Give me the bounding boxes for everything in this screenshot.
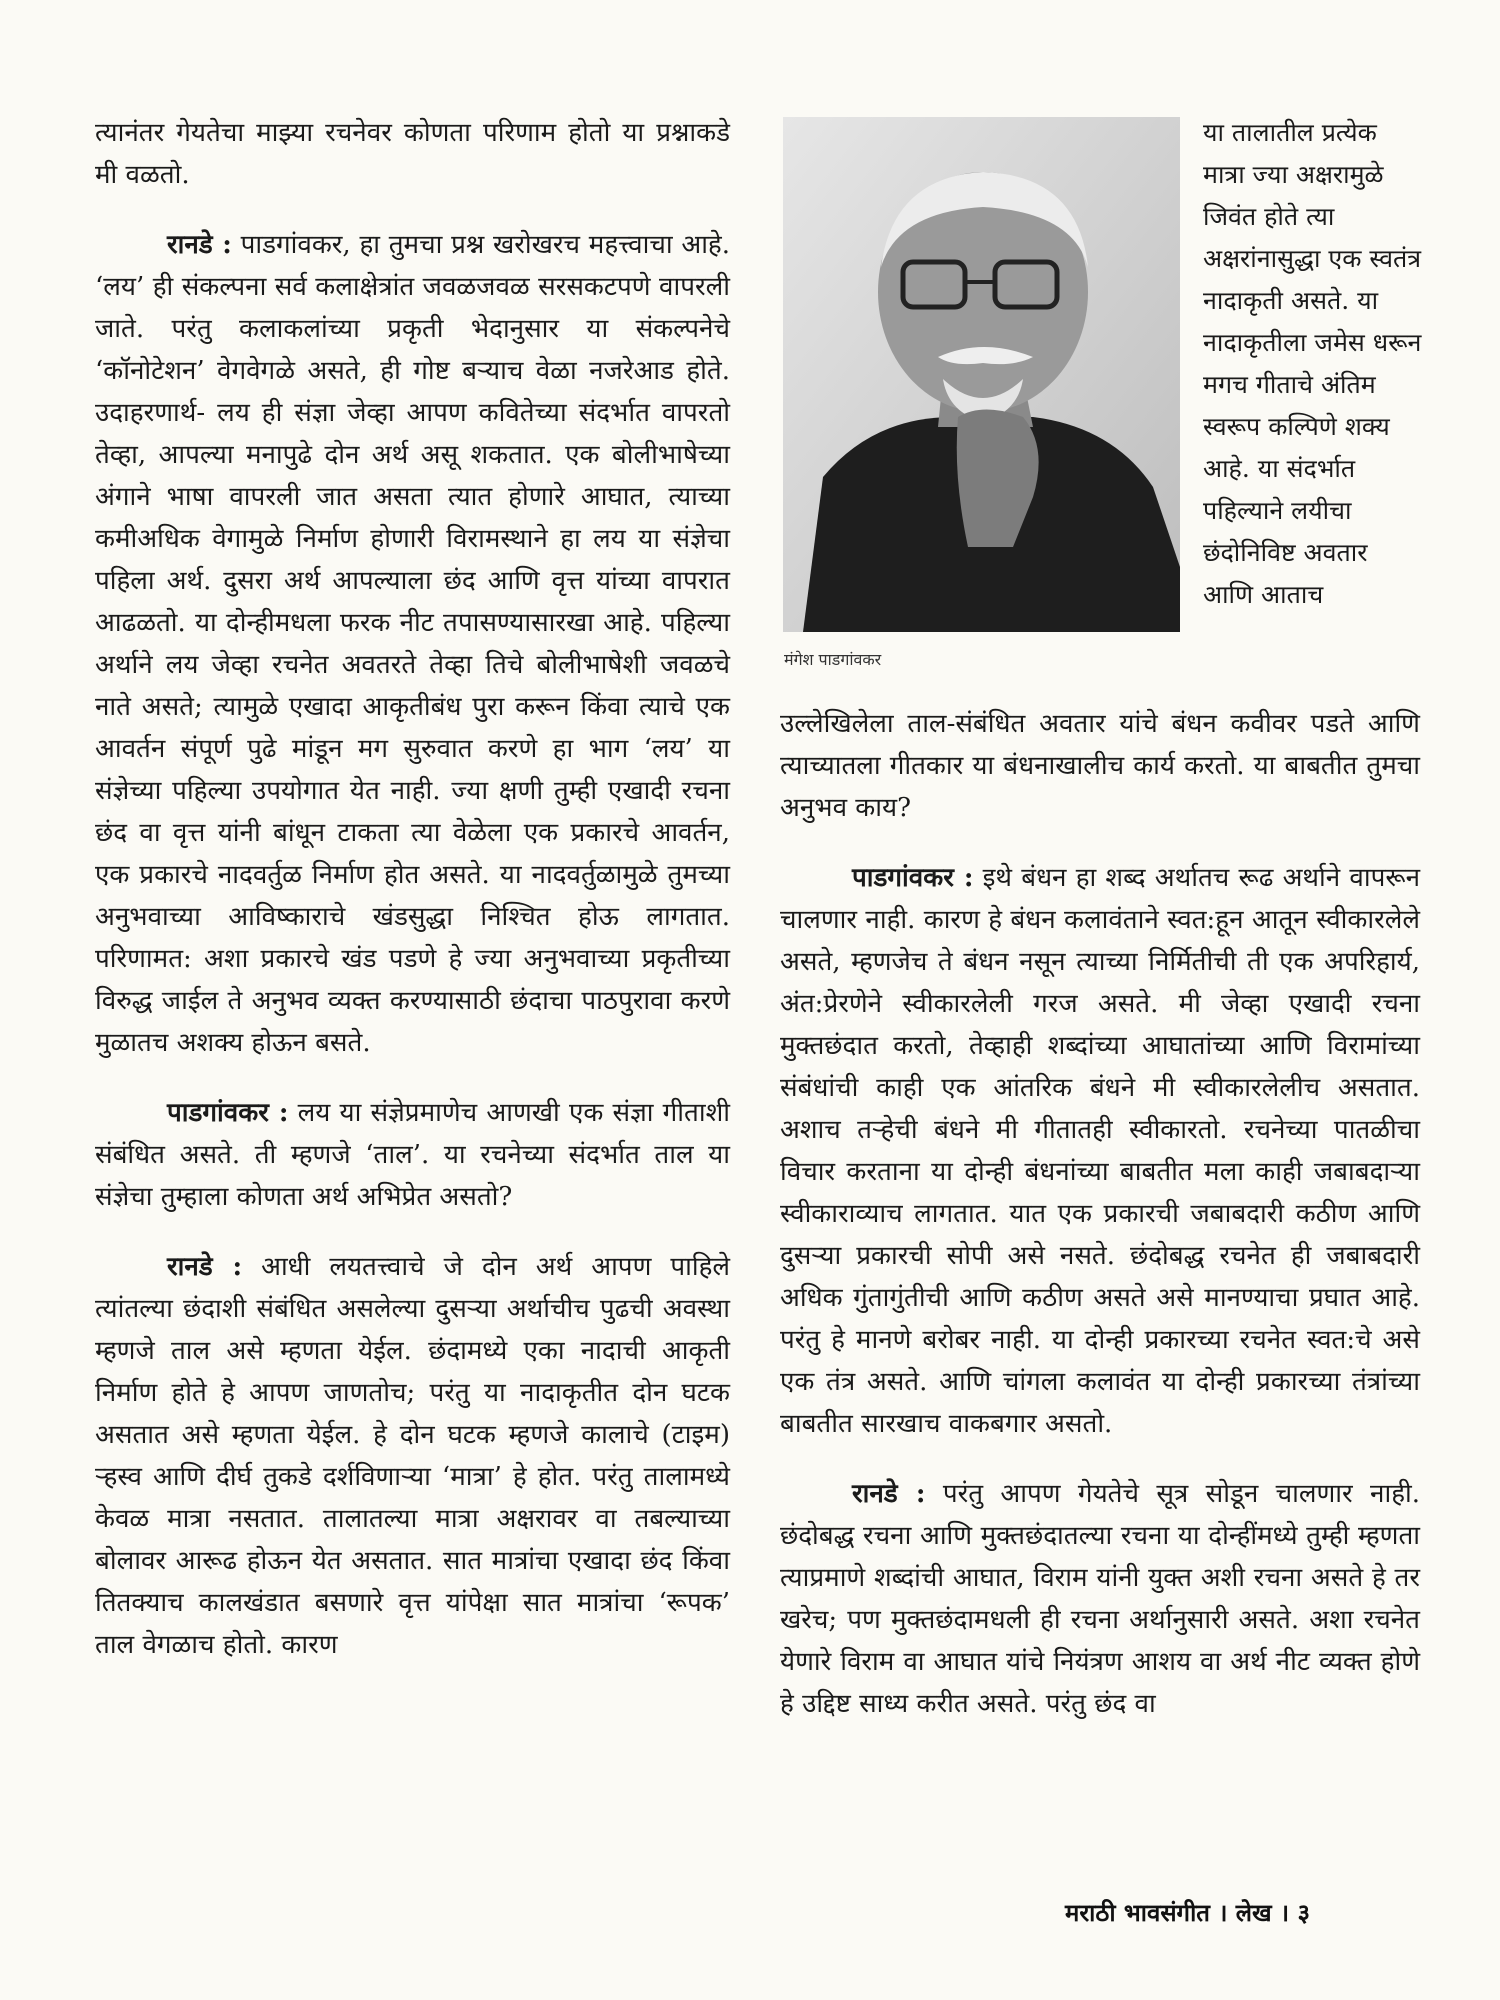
paragraph-text: लय या संज्ञेप्रमाणेच आणखी एक संज्ञा गीताशी संबंधित असते. ती म्हणजे ‘ताल’. या रचनेच्या संदर्भात ताल या संज्ञेचा तुम्हाला कोणता अर्थ अभिप्रेत असतो? (95, 1098, 731, 1212)
speaker-label: पाडगांवकर : (852, 863, 974, 893)
right-column-beside-photo (1203, 112, 1423, 644)
portrait-image (783, 117, 1180, 632)
left-column (95, 112, 730, 1694)
beside-photo-paragraph: या तालातील प्रत्येक मात्रा ज्या अक्षरामुळे जिवंत होते त्या अक्षरांनासुद्धा एक स्वतंत्र नादाकृती असते. या नादाकृतीला जमेस धरून मगच गीताचे अंतिम स्वरूप कल्पिणे शक्य आहे. या संदर्भात पहिल्याने लयीचा छंदोनिविष्ट अवतार आणि आताच (1203, 118, 1422, 609)
paragraph-padgaonkar-2 (780, 857, 1420, 1445)
paragraph-text: इथे बंधन हा शब्द अर्थातच रूढ अर्थाने वापरून चालणार नाही. कारण हे बंधन कलावंताने स्वत:हून आतून स्वीकारलेले असते, म्हणजेच ते बंधन नसून त्याच्या निर्मितीची ती एक अपरिहार्य, अंत:प्रेरणेने स्वीकारलेली गरज असते. मी जेव्हा एखादी रचना मुक्तछंदात करतो, तेव्हाही शब्दांच्या आघातांच्या आणि विरामांच्या संबंधांची काही एक आंतरिक बंधने मी स्वीकारलेलीच असतात. अशाच तऱ्हेची बंधने मी गीतातही स्वीकारतो. रचनेच्या पातळीचा विचार करताना या दोन्ही बंधनांच्या बाबतीत मला काही जबाबदाऱ्या स्वीकाराव्याच लागतात. यात एक प्रकारची जबाबदारी कठीण आणि दुसऱ्या प्रकारची सोपी असे नसते. छंदोबद्ध रचनेत ही जबाबदारी अधिक गुंतागुंतीची आणि कठीण असते असे मानण्याचा प्रघात आहे. परंतु हे मानणे बरोबर नाही. या दोन्ही प्रकारच्या रचनेत स्वत:चे असे एक तंत्र असते. आणि चांगला कलावंत या दोन्ही प्रकारच्या तंत्रांच्या बाबतीत सारखाच वाकबगार असतो. (780, 863, 1420, 1439)
paragraph-ranade-3 (780, 1473, 1420, 1725)
paragraph-padgaonkar-1 (95, 1092, 730, 1218)
intro-paragraph: त्यानंतर गेयतेचा माझ्या रचनेवर कोणता परिणाम होतो या प्रश्नाकडे मी वळतो. (95, 118, 730, 190)
speaker-label: रानडे : (167, 230, 232, 260)
paragraph-text: परंतु आपण गेयतेचे सूत्र सोडून चालणार नाही. छंदोबद्ध रचना आणि मुक्तछंदातल्या रचना या दोन्हींमध्ये तुम्ही म्हणता त्याप्रमाणे शब्दांची आघात, विराम यांनी युक्त अशी रचना असते हे तर खरेच; पण मुक्तछंदामधली ही रचना अर्थानुसारी असते. अशा रचनेत येणारे विराम वा आघात यांचे नियंत्रण आशय वा अर्थ नीट व्यक्त होणे हे उद्दिष्ट साध्य करीत असते. परंतु छंद वा (780, 1479, 1421, 1719)
speaker-label: रानडे : (852, 1479, 926, 1509)
photo-caption: मंगेश पाडगांवकर (784, 650, 882, 669)
page-footer: मराठी भावसंगीत । लेख । ३ (1065, 1898, 1310, 1927)
continued-paragraph: उल्लेखिलेला ताल-संबंधित अवतार यांचे बंधन कवीवर पडते आणि त्याच्यातला गीतकार या बंधनाखालीच कार्य करतो. या बाबतीत तुमचा अनुभव काय? (780, 709, 1420, 823)
speaker-label: पाडगांवकर : (167, 1098, 289, 1128)
paragraph-text: आधी लयतत्त्वाचे जे दोन अर्थ आपण पाहिले त्यांतल्या छंदाशी संबंधित असलेल्या दुसऱ्या अर्थाचीच पुढची अवस्था म्हणजे ताल असे म्हणता येईल. छंदामध्ये एका नादाची आकृती निर्माण होते हे आपण जाणतोच; परंतु या नादाकृतीत दोन घटक असतात असे म्हणता येईल. हे दोन घटक म्हणजे कालाचे (टाइम) ऱ्हस्व आणि दीर्घ तुकडे दर्शविणाऱ्या ‘मात्रा’ हे होत. परंतु तालामध्ये केवळ मात्रा नसतात. तालातल्या मात्रा अक्षरावर वा तबल्याच्या बोलावर आरूढ होऊन येत असतात. सात मात्रांचा एखादा छंद किंवा तितक्याच कालखंडात बसणारे वृत्त यांपेक्षा सात मात्रांचा ‘रूपक’ ताल वेगळाच होतो. कारण (95, 1252, 731, 1660)
author-photo (783, 117, 1180, 632)
right-column (780, 703, 1420, 1753)
speaker-label: रानडे : (167, 1252, 243, 1282)
paragraph-text: पाडगांवकर, हा तुमचा प्रश्न खरोखरच महत्त्वाचा आहे. ‘लय’ ही संकल्पना सर्व कलाक्षेत्रांत जवळजवळ सरसकटपणे वापरली जाते. परंतु कलाकलांच्या प्रकृती भेदानुसार या संकल्पनेचे ‘कॉनोटेशन’ वेगवेगळे असते, ही गोष्ट बऱ्याच वेळा नजरेआड होते. उदाहरणार्थ- लय ही संज्ञा जेव्हा आपण कवितेच्या संदर्भात वापरतो तेव्हा, आपल्या मनापुढे दोन अर्थ असू शकतात. एक बोलीभाषेच्या अंगाने भाषा वापरली जात असता त्यात होणारे आघात, त्याच्या कमीअधिक वेगामुळे निर्माण होणारी विरामस्थाने हा लय या संज्ञेचा पहिला अर्थ. दुसरा अर्थ आपल्याला छंद आणि वृत्त यांच्या वापरात आढळतो. या दोन्हीमधला फरक नीट तपासण्यासारखा आहे. पहिल्या अर्थाने लय जेव्हा रचनेत अवतरते तेव्हा तिचे बोलीभाषेशी जवळचे नाते असते; त्यामुळे एखादा आकृतीबंध पुरा करून किंवा त्याचे एक आवर्तन संपूर्ण पुढे मांडून मग सुरुवात करणे हा भाग ‘लय’ या संज्ञेच्या पहिल्या उपयोगात येत नाही. ज्या क्षणी तुम्ही एखादी रचना छंद वा वृत्त यांनी बांधून टाकता त्या वेळेला एक प्रकारचे आवर्तन, एक प्रकारचे नादवर्तुळ निर्माण होत असते. या नादवर्तुळामुळे तुमच्या अनुभवाच्या आविष्काराचे खंडसुद्धा निश्चित होऊ लागतात. परिणामत: अशा प्रकारचे खंड पडणे हे ज्या अनुभवाच्या प्रकृतीच्या विरुद्ध जाईल ते अनुभव व्यक्त करण्यासाठी छंदाचा पाठपुरावा करणे मुळातच अशक्य होऊन बसते. (95, 230, 731, 1058)
paragraph-ranade-2 (95, 1246, 730, 1666)
paragraph-ranade-1 (95, 224, 730, 1064)
